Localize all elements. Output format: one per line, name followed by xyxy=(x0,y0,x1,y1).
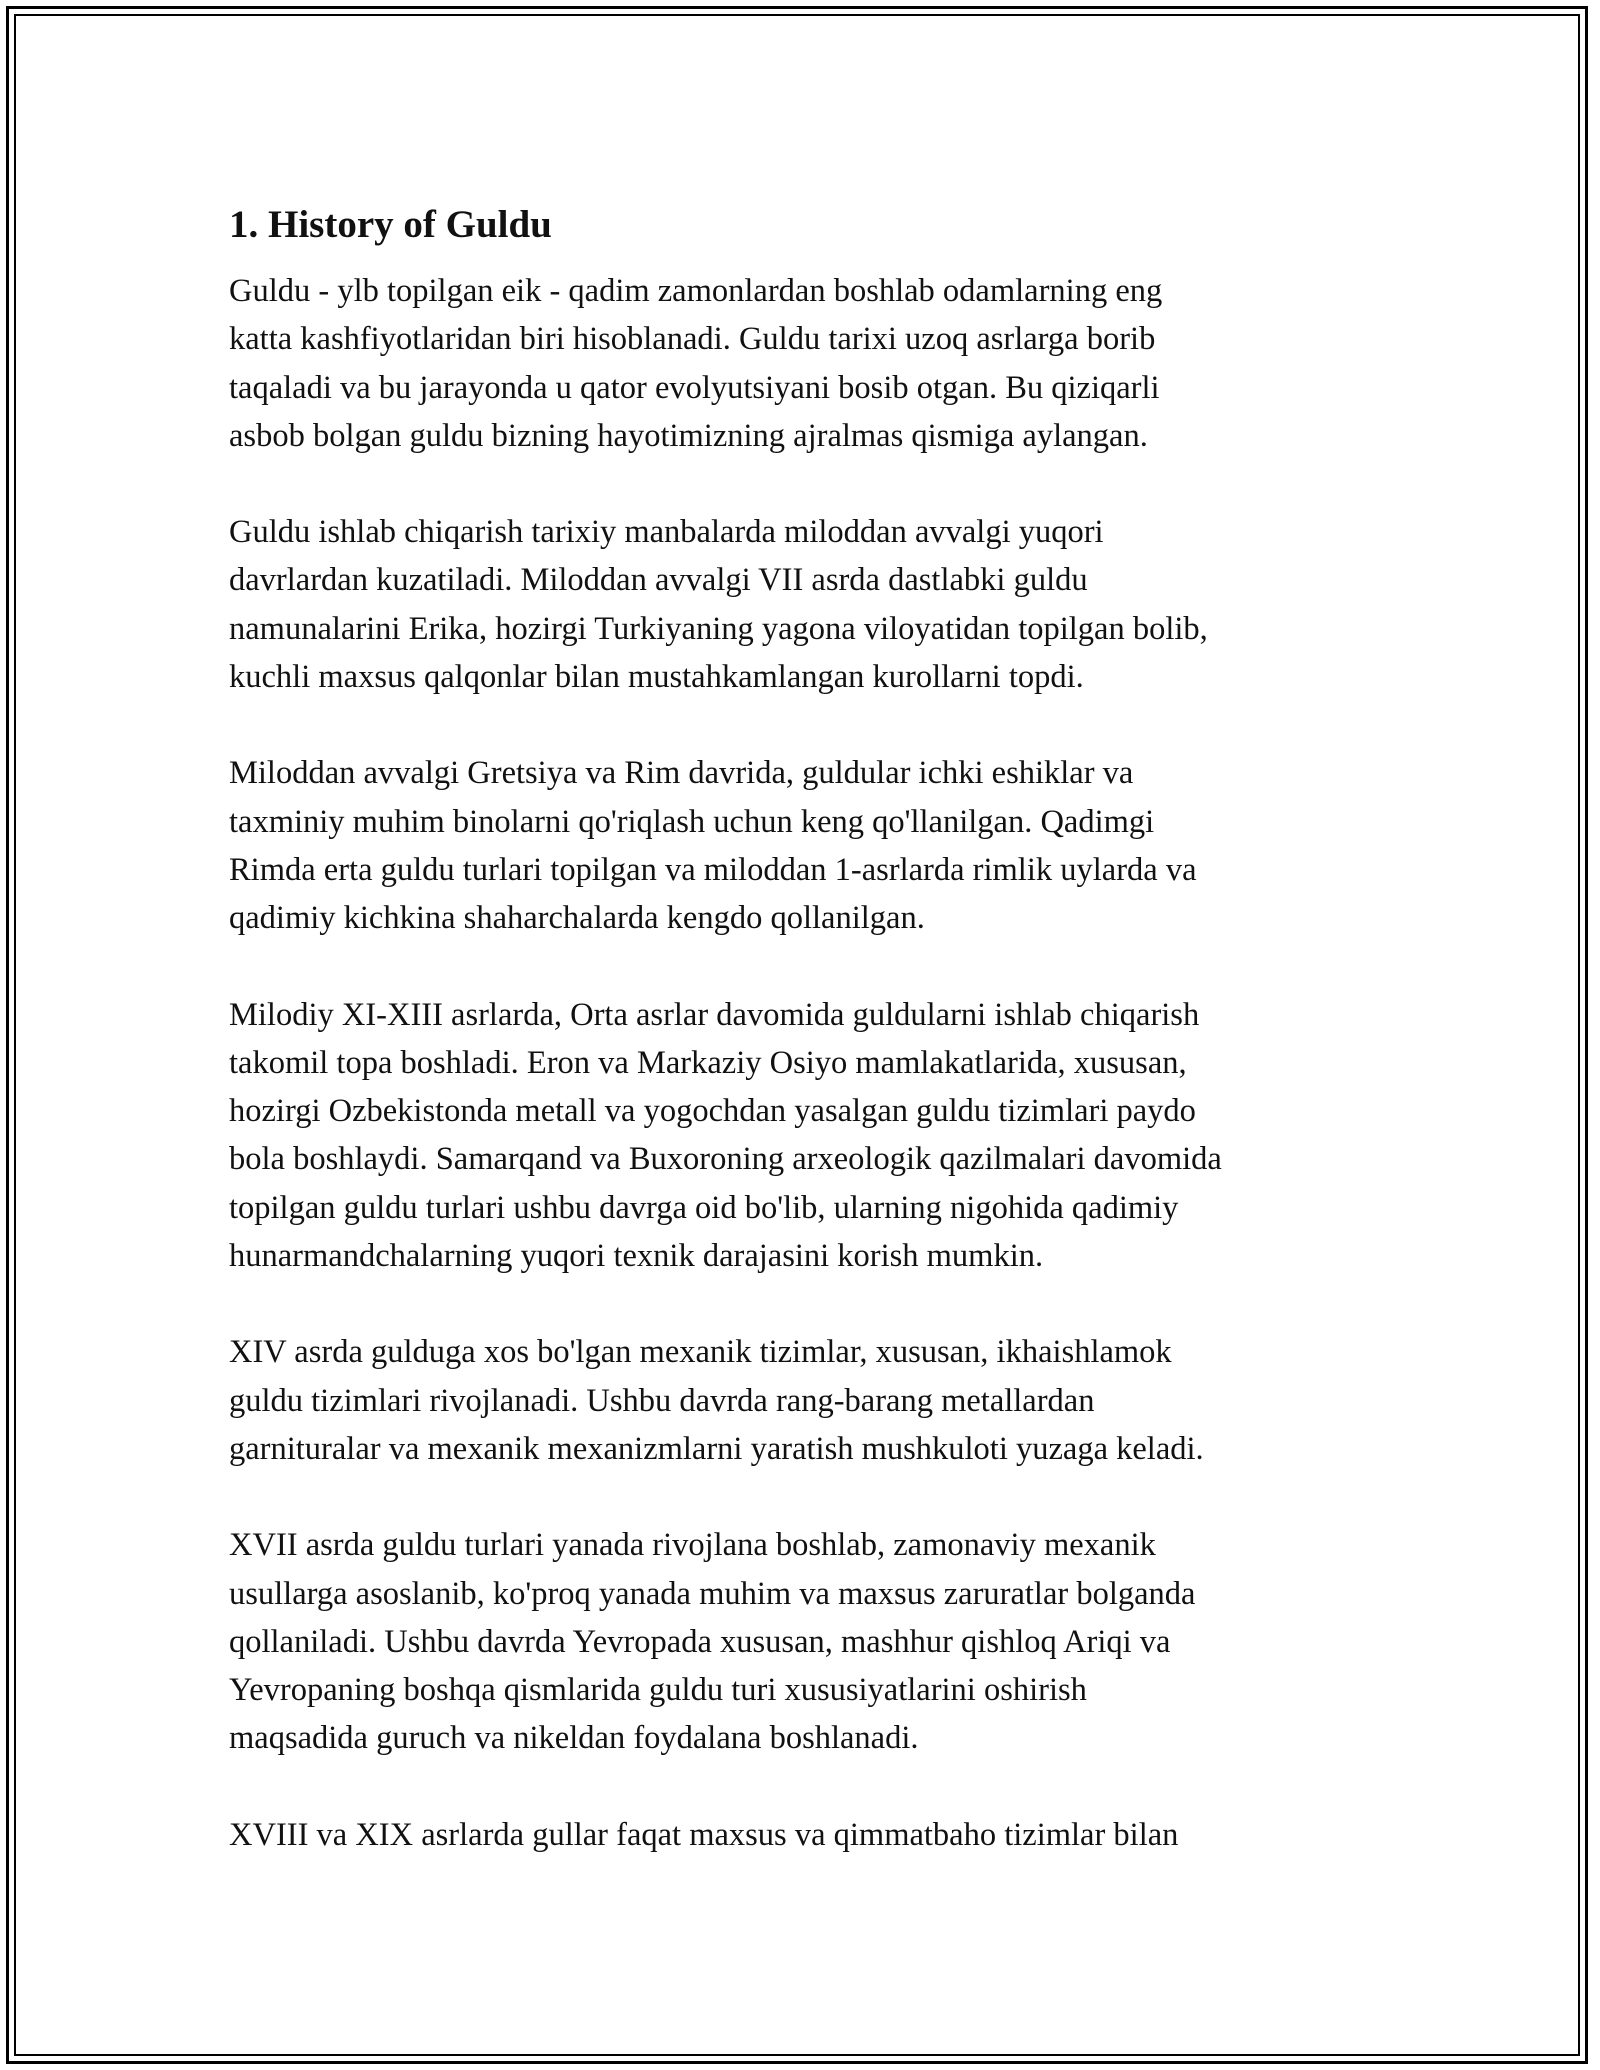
section-heading: 1. History of Guldu xyxy=(229,203,552,246)
paragraph-line: garnituralar va mexanik mexanizmlarni yaratish mushkuloti yuzaga keladi. xyxy=(229,1430,1204,1467)
paragraph-line: XVII asrda guldu turlari yanada rivojlana boshlab, zamonaviy mexanik xyxy=(229,1527,1156,1564)
paragraph-line: usullarga asoslanib, ko'proq yanada muhim va maxsus zaruratlar bolganda xyxy=(229,1575,1196,1612)
paragraph-line: Rimda erta guldu turlari topilgan va miloddan 1-asrlarda rimlik uylarda va xyxy=(229,851,1197,888)
document-body xyxy=(229,177,1369,1907)
paragraph-line: Milodiy XI-XIII asrlarda, Orta asrlar davomida guldularni ishlab chiqarish xyxy=(229,996,1200,1033)
paragraph-3 xyxy=(229,749,1369,942)
paragraph-6 xyxy=(229,1521,1369,1762)
paragraph-line: kuchli maxsus qalqonlar bilan mustahkamlangan kurollarni topdi. xyxy=(229,659,1084,696)
paragraph-line: qadimiy kichkina shaharchalarda kengdo qollanilgan. xyxy=(229,900,925,937)
paragraph-line: XIV asrda gulduga xos bo'lgan mexanik tizimlar, xususan, ikhaishlamok xyxy=(229,1334,1172,1371)
paragraph-line: Guldu ishlab chiqarish tarixiy manbalarda miloddan avvalgi yuqori xyxy=(229,514,1104,551)
paragraph-1 xyxy=(229,267,1369,460)
paragraph-5 xyxy=(229,1328,1369,1473)
paragraph-line: davrlardan kuzatiladi. Miloddan avvalgi VII asrda dastlabki guldu xyxy=(229,562,1088,599)
paragraph-line: qollaniladi. Ushbu davrda Yevropada xususan, mashhur qishloq Ariqi va xyxy=(229,1623,1171,1660)
paragraph-line: maqsadida guruch va nikeldan foydalana boshlanadi. xyxy=(229,1720,919,1757)
paragraph-line: hozirgi Ozbekistonda metall va yogochdan yasalgan guldu tizimlari paydo xyxy=(229,1093,1196,1130)
paragraph-line: guldu tizimlari rivojlanadi. Ushbu davrda rang-barang metallardan xyxy=(229,1382,1095,1419)
paragraph-7 xyxy=(229,1811,1369,1859)
paragraph-line: topilgan guldu turlari ushbu davrga oid bo'lib, ularning nigohida qadimiy xyxy=(229,1189,1179,1226)
paragraph-line: Yevropaning boshqa qismlarida guldu turi xususiyatlarini oshirish xyxy=(229,1672,1087,1709)
paragraph-line: XVIII va XIX asrlarda gullar faqat maxsus va qimmatbaho tizimlar bilan xyxy=(229,1816,1179,1853)
page-frame xyxy=(6,6,1588,2064)
paragraph-line: katta kashfiyotlaridan biri hisoblanadi. Guldu tarixi uzoq asrlarga borib xyxy=(229,321,1156,358)
paragraph-line: taxminiy muhim binolarni qo'riqlash uchun keng qo'llanilgan. Qadimgi xyxy=(229,803,1155,840)
paragraph-line: taqaladi va bu jarayonda u qator evolyutsiyani bosib otgan. Bu qiziqarli xyxy=(229,369,1160,406)
paragraph-line: namunalarini Erika, hozirgi Turkiyaning yagona viloyatidan topilgan bolib, xyxy=(229,610,1208,647)
paragraph-line: hunarmandchalarning yuqori texnik darajasini korish mumkin. xyxy=(229,1238,1044,1275)
paragraph-2 xyxy=(229,508,1369,701)
paragraph-line: Miloddan avvalgi Gretsiya va Rim davrida, guldular ichki eshiklar va xyxy=(229,755,1134,792)
paragraph-line: bola boshlaydi. Samarqand va Buxoroning arxeologik qazilmalari davomida xyxy=(229,1141,1222,1178)
paragraph-4 xyxy=(229,991,1369,1281)
paragraph-line: asbob bolgan guldu bizning hayotimizning ajralmas qismiga aylangan. xyxy=(229,417,1148,454)
paragraph-line: Guldu - ylb topilgan eik - qadim zamonlardan boshlab odamlarning eng xyxy=(229,273,1163,309)
paragraph-line: takomil topa boshladi. Eron va Markaziy Osiyo mamlakatlarida, xususan, xyxy=(229,1044,1187,1081)
